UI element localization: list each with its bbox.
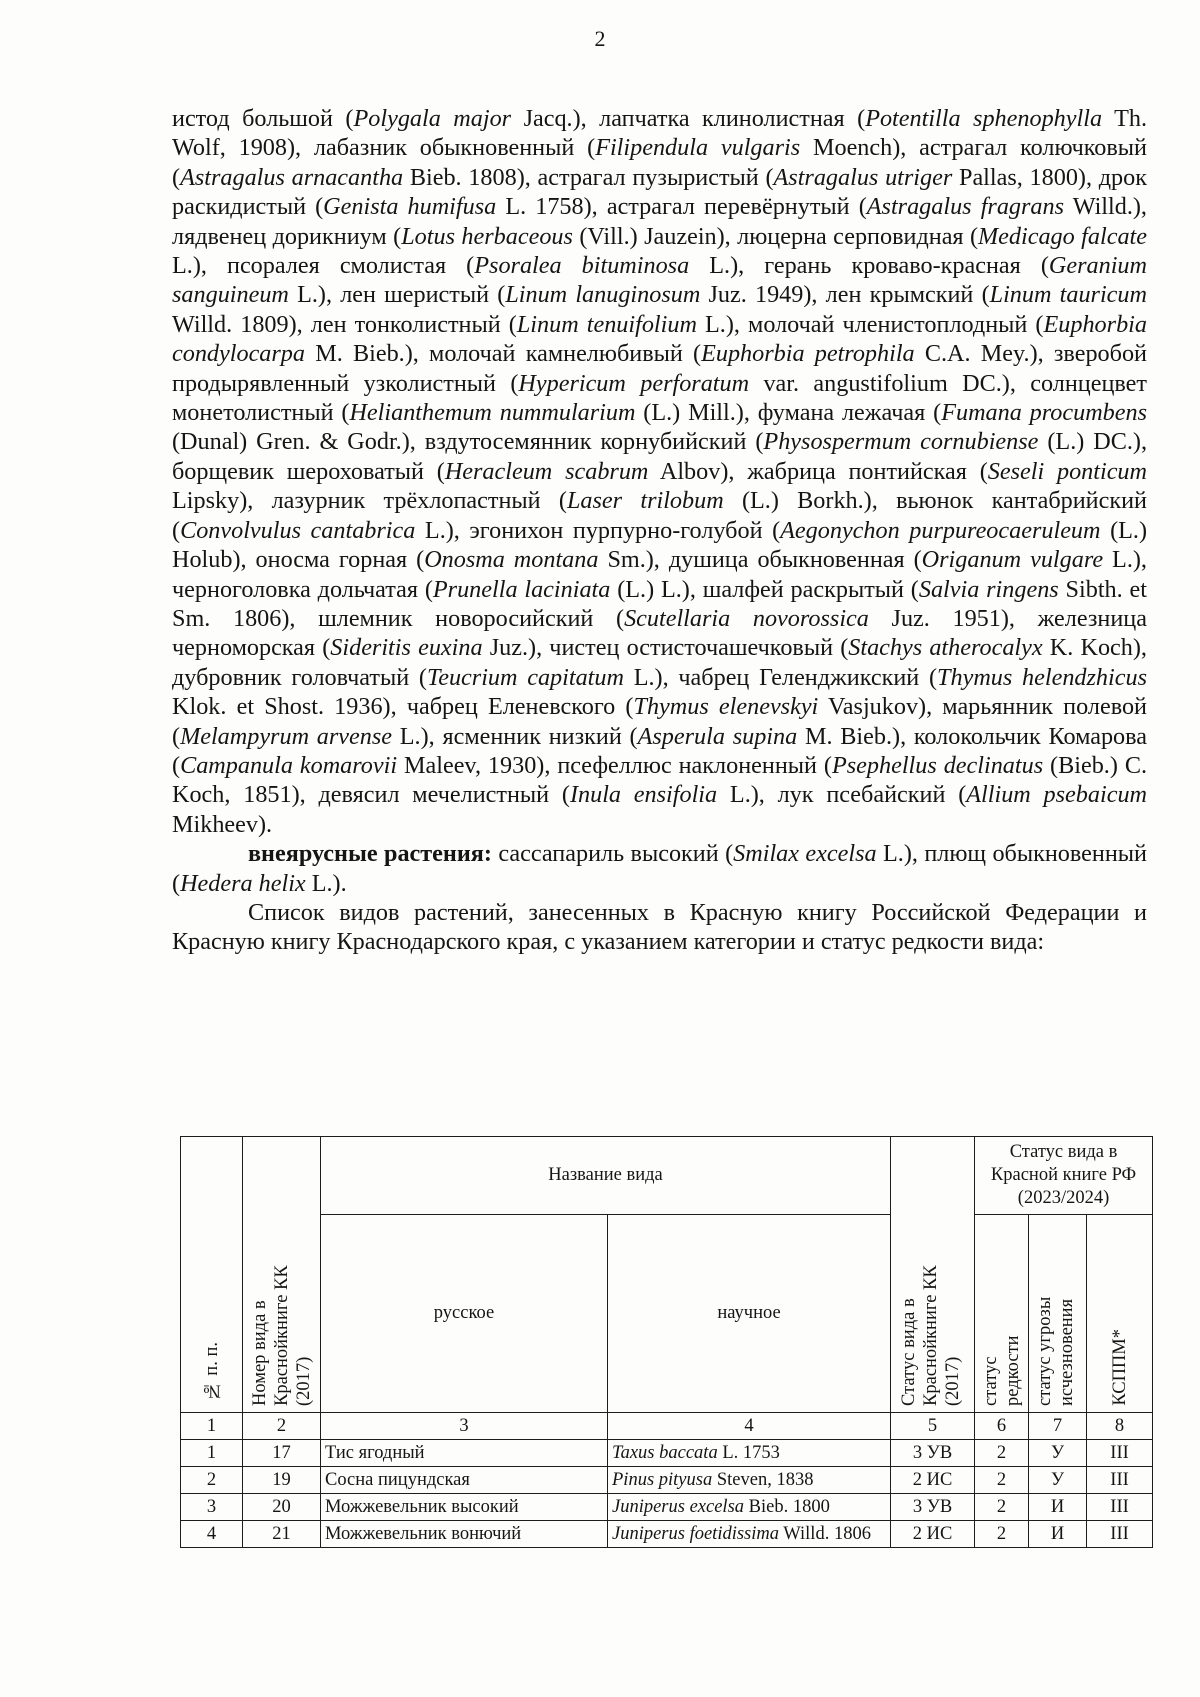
text-run: L.), лук псебайский ( bbox=[717, 781, 967, 809]
scientific-name: Astragalus fragrans bbox=[866, 193, 1065, 221]
scientific-name: Astragalus arnacantha bbox=[180, 163, 404, 191]
scientific-name-cell bbox=[608, 1440, 891, 1467]
text-run: L.), чабрец Геленджикский ( bbox=[623, 663, 938, 691]
table-row bbox=[181, 1440, 1153, 1467]
header-number: № п. п. bbox=[181, 1137, 243, 1413]
rarity-status: 2 bbox=[975, 1521, 1029, 1548]
header-ksppm: КСППМ* bbox=[1087, 1215, 1153, 1413]
text-run: L.), плющ обыкновенный ( bbox=[172, 840, 1148, 897]
body-text bbox=[172, 104, 1147, 957]
ksppm: III bbox=[1087, 1494, 1153, 1521]
scientific-name: Euphorbia condylocarpa bbox=[172, 310, 1147, 368]
threat-status: И bbox=[1029, 1521, 1087, 1548]
column-number: 2 bbox=[243, 1413, 321, 1440]
text-run: (L.) Borkh.), вьюнок кантабрийский ( bbox=[172, 487, 1147, 544]
author: Steven, 1838 bbox=[712, 1469, 814, 1490]
scientific-name: Laser trilobum bbox=[566, 487, 724, 515]
column-number: 5 bbox=[891, 1413, 975, 1440]
scientific-name-cell bbox=[608, 1467, 891, 1494]
text-run: (Dunal) Gren. & Godr.), вздутосемянник корнубийский ( bbox=[172, 428, 764, 456]
scientific-name: Helianthemum nummularium bbox=[349, 399, 636, 427]
kk-number: 19 bbox=[243, 1467, 321, 1494]
text-run: (Bieb.) C. Koch, 1851), девясил мечелистный ( bbox=[172, 751, 1148, 809]
scientific-name: Sideritis euxina bbox=[330, 634, 483, 662]
ksppm: III bbox=[1087, 1467, 1153, 1494]
scientific-name: Heracleum scabrum bbox=[444, 457, 649, 485]
scientific-name: Scutellaria novorossica bbox=[624, 604, 869, 632]
table-row bbox=[181, 1521, 1153, 1548]
scientific-name: Euphorbia petrophila bbox=[701, 340, 915, 368]
header-threat: статус угрозы исчезновения bbox=[1029, 1215, 1087, 1413]
scientific-name-cell bbox=[608, 1521, 891, 1548]
text-run: Список видов растений, занесенных в Красную книгу Российской Федерации и Красную книгу Краснодарского края, с указанием категории и статус редкости вида: bbox=[172, 898, 1147, 956]
kk-status: 3 УВ bbox=[891, 1440, 975, 1467]
text-run: (L.) DC.), борщевик шероховатый ( bbox=[172, 428, 1147, 485]
russian-name: Тис ягодный bbox=[321, 1440, 608, 1467]
author: L. 1753 bbox=[717, 1442, 780, 1463]
threat-status: У bbox=[1029, 1467, 1087, 1494]
text-run: (L.) L.), шалфей раскрытый ( bbox=[610, 575, 919, 603]
text-run: Klok. et Shost. 1936), чабрец Еленевского ( bbox=[172, 693, 634, 721]
scientific-name: Filipendula vulgaris bbox=[595, 134, 801, 162]
column-number: 4 bbox=[608, 1413, 891, 1440]
header-kk-number: Номер вида в Краснойкниге КК (2017) bbox=[243, 1137, 321, 1413]
column-number: 6 bbox=[975, 1413, 1029, 1440]
text-run: L.), молочай членистоплодный ( bbox=[696, 310, 1044, 338]
scientific-name: Taxus baccata bbox=[612, 1442, 718, 1463]
scientific-name: Campanula komarovii bbox=[180, 751, 398, 779]
paragraph bbox=[172, 898, 1147, 957]
text-run: истод большой ( bbox=[172, 105, 354, 132]
text-run: Juz. 1949), лен крымский ( bbox=[700, 281, 990, 309]
threat-status: И bbox=[1029, 1494, 1087, 1521]
column-number: 8 bbox=[1087, 1413, 1153, 1440]
header-scientific: научное bbox=[608, 1215, 891, 1413]
scientific-name: Onosma montana bbox=[424, 546, 599, 574]
russian-name: Можжевельник высокий bbox=[321, 1494, 608, 1521]
scientific-name: Asperula supina bbox=[637, 722, 798, 750]
header-russian: русское bbox=[321, 1215, 608, 1413]
header-rarity: статус редкости bbox=[975, 1215, 1029, 1413]
author: Willd. 1806 bbox=[779, 1523, 871, 1544]
header-rf-status: Статус вида в Красной книге РФ (2023/2024) bbox=[975, 1137, 1153, 1215]
scientific-name: Inula ensifolia bbox=[569, 781, 718, 809]
scientific-name: Hypericum perforatum bbox=[518, 369, 750, 397]
header-species-name: Название вида bbox=[321, 1137, 891, 1215]
kk-number: 20 bbox=[243, 1494, 321, 1521]
scientific-name: Salvia ringens bbox=[918, 575, 1059, 603]
scientific-name: Smilax excelsa bbox=[733, 840, 877, 868]
text-run: Maleev, 1930), псефеллюс наклоненный ( bbox=[397, 751, 832, 779]
kk-number: 17 bbox=[243, 1440, 321, 1467]
scientific-name: Origanum vulgare bbox=[921, 546, 1104, 574]
text-run: Willd.), лядвенец дорикниум ( bbox=[172, 193, 1147, 250]
author: Bieb. 1800 bbox=[744, 1496, 830, 1517]
scientific-name: Linum tauricum bbox=[989, 281, 1147, 309]
table-row bbox=[181, 1467, 1153, 1494]
threat-status: У bbox=[1029, 1440, 1087, 1467]
paragraph bbox=[172, 839, 1147, 898]
russian-name: Сосна пицундская bbox=[321, 1467, 608, 1494]
scientific-name: Geranium sanguineum bbox=[172, 252, 1147, 309]
scientific-name: Thymus elenevskyi bbox=[633, 693, 819, 721]
text-run: L.). bbox=[305, 869, 347, 897]
scientific-name: Genista humifusa bbox=[323, 193, 497, 221]
scientific-name: Potentilla sphenophylla bbox=[865, 105, 1103, 132]
text-run: Pallas, 1800), дрок раскидистый ( bbox=[172, 163, 1147, 221]
text-run: Lipsky), лазурник трёхлопастный ( bbox=[172, 487, 567, 515]
scientific-name: Psephellus declinatus bbox=[831, 751, 1044, 779]
text-run: L.), ясменник низкий ( bbox=[392, 722, 638, 750]
rarity-status: 2 bbox=[975, 1494, 1029, 1521]
text-run: C.A. Mey.), зверобой продырявленный узколистный ( bbox=[172, 340, 1147, 397]
text-run: L.), псоралея смолистая ( bbox=[172, 252, 475, 280]
scientific-name: Physospermum cornubiense bbox=[763, 428, 1039, 456]
scientific-name: Psoralea bituminosa bbox=[474, 252, 690, 280]
scientific-name: Prunella laciniata bbox=[432, 575, 611, 603]
scientific-name: Aegonychon purpureocaeruleum bbox=[780, 516, 1101, 544]
scientific-name: Juniperus excelsa bbox=[612, 1496, 745, 1517]
scientific-name-cell bbox=[608, 1494, 891, 1521]
column-number: 1 bbox=[181, 1413, 243, 1440]
scientific-name: Hedera helix bbox=[180, 869, 306, 897]
bold-label: внеярусные растения: bbox=[248, 840, 492, 868]
text-run: L.), лен шеристый ( bbox=[288, 281, 506, 309]
page-number: 2 bbox=[594, 26, 606, 51]
column-number: 3 bbox=[321, 1413, 608, 1440]
text-run: Vasjukov), марьянник полевой ( bbox=[172, 693, 1147, 750]
header-kk-status: Статус вида в Краснойкниге КК (2017) bbox=[891, 1137, 975, 1413]
text-run: Th. Wolf, 1908), лабазник обыкновенный ( bbox=[172, 105, 1148, 162]
text-run: L.), черноголовка дольчатая ( bbox=[172, 546, 1147, 603]
red-book-table bbox=[180, 1136, 1153, 1548]
russian-name: Можжевельник вонючий bbox=[321, 1521, 608, 1548]
text-run: var. angustifolium DC.), солнцецвет монетолистный ( bbox=[172, 369, 1147, 427]
scientific-name: Medicago falcate bbox=[978, 222, 1147, 250]
scientific-name: Thymus helendzhicus bbox=[937, 663, 1147, 691]
text-run: L.), герань кроваво-красная ( bbox=[689, 252, 1049, 280]
scientific-name: Seseli ponticum bbox=[987, 457, 1147, 485]
text-run: Jacq.), лапчатка клинолистная ( bbox=[511, 105, 866, 132]
scientific-name: Polygala major bbox=[353, 105, 512, 132]
text-run: сассапариль высокий ( bbox=[491, 840, 734, 868]
text-run: (L.) Holub), оносма горная ( bbox=[172, 516, 1148, 574]
row-number: 4 bbox=[181, 1521, 243, 1548]
text-run: Juz.), чистец остисточашечковый ( bbox=[482, 634, 849, 662]
text-run: (L.) Mill.), фумана лежачая ( bbox=[635, 399, 942, 427]
scientific-name: Linum tenuifolium bbox=[516, 310, 697, 338]
text-run: Willd. 1809), лен тонколистный ( bbox=[172, 310, 517, 338]
kk-number: 21 bbox=[243, 1521, 321, 1548]
rarity-status: 2 bbox=[975, 1467, 1029, 1494]
scientific-name: Linum lanuginosum bbox=[505, 281, 701, 309]
column-number: 7 bbox=[1029, 1413, 1087, 1440]
text-run: (Vill.) Jauzein), люцерна серповидная ( bbox=[572, 222, 979, 250]
scientific-name: Astragalus utriger bbox=[773, 163, 953, 191]
ksppm: III bbox=[1087, 1521, 1153, 1548]
rarity-status: 2 bbox=[975, 1440, 1029, 1467]
column-number-row bbox=[181, 1413, 1153, 1440]
paragraph bbox=[172, 104, 1147, 839]
text-run: Albov), жабрица понтийская ( bbox=[648, 457, 988, 485]
text-run: K. Koch), дубровник головчатый ( bbox=[172, 634, 1147, 691]
scientific-name: Stachys atherocalyx bbox=[848, 634, 1043, 662]
row-number: 1 bbox=[181, 1440, 243, 1467]
text-run: Sibth. et Sm. 1806), шлемник новоросийский ( bbox=[172, 575, 1147, 632]
row-number: 3 bbox=[181, 1494, 243, 1521]
scientific-name: Convolvulus cantabrica bbox=[180, 516, 416, 544]
table-row bbox=[181, 1494, 1153, 1521]
text-run: Moench), астрагал колючковый ( bbox=[172, 134, 1147, 191]
scientific-name: Fumana procumbens bbox=[941, 399, 1148, 427]
text-run: Juz. 1951), железница черноморская ( bbox=[172, 604, 1147, 662]
text-run: M. Bieb.), молочай камнелюбивый ( bbox=[305, 340, 702, 368]
text-run: L. 1758), астрагал перевёрнутый ( bbox=[496, 193, 867, 221]
text-run: Bieb. 1808), астрагал пузыристый ( bbox=[403, 163, 774, 191]
kk-status: 2 ИС bbox=[891, 1521, 975, 1548]
text-run: Mikheev). bbox=[172, 810, 273, 838]
text-run: M. Bieb.), колокольчик Комарова ( bbox=[172, 722, 1147, 779]
scientific-name: Lotus herbaceous bbox=[401, 222, 573, 250]
ksppm: III bbox=[1087, 1440, 1153, 1467]
scientific-name: Pinus pityusa bbox=[612, 1469, 713, 1490]
scientific-name: Juniperus foetidissima bbox=[612, 1523, 780, 1544]
kk-status: 3 УВ bbox=[891, 1494, 975, 1521]
scientific-name: Teucrium capitatum bbox=[426, 663, 624, 691]
scientific-name: Allium psebaicum bbox=[966, 781, 1147, 809]
scientific-name: Melampyrum arvense bbox=[180, 722, 393, 750]
row-number: 2 bbox=[181, 1467, 243, 1494]
text-run: Sm.), душица обыкновенная ( bbox=[598, 546, 922, 574]
text-run: L.), эгонихон пурпурно-голубой ( bbox=[415, 516, 781, 544]
kk-status: 2 ИС bbox=[891, 1467, 975, 1494]
